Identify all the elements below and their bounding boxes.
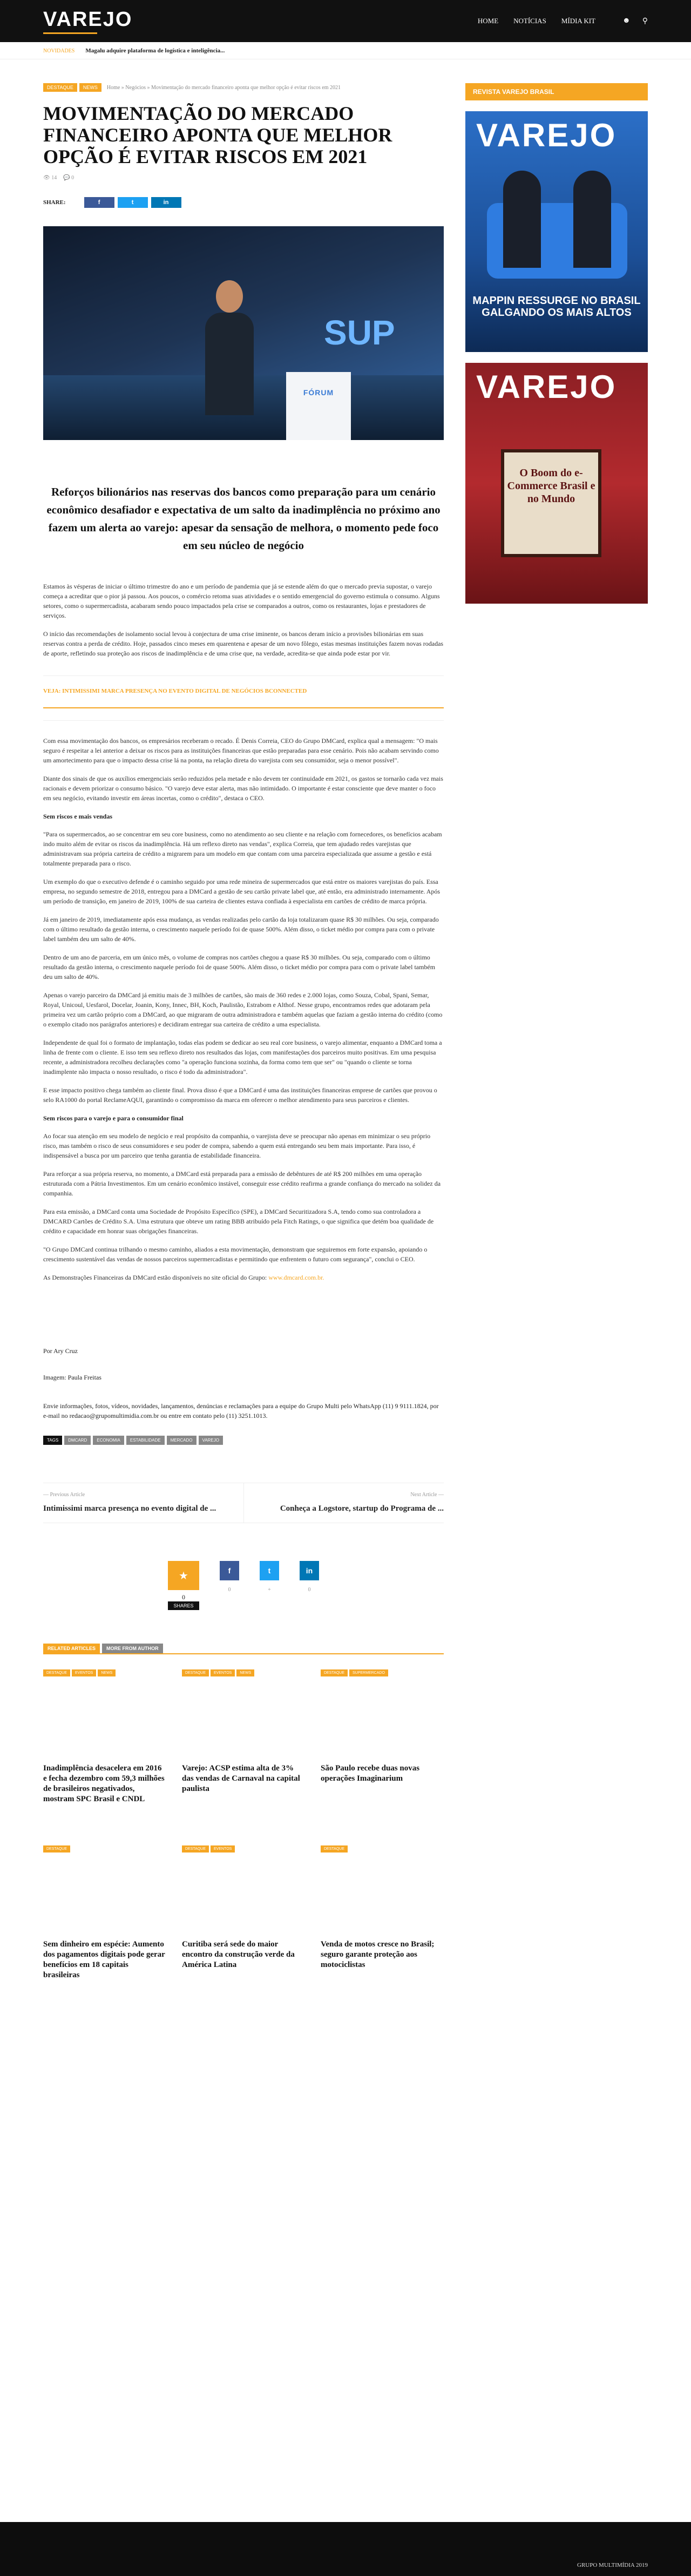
- tab-more-from-author[interactable]: MORE FROM AUTHOR: [102, 1644, 163, 1653]
- next-title[interactable]: Conheça a Logstore, startup do Programa de ...: [280, 1504, 444, 1513]
- cover-person: [573, 171, 611, 268]
- card-title[interactable]: Varejo: ACSP estima alta de 3% das vendas de Carnaval na capital paulista: [182, 1764, 300, 1793]
- nav-noticias[interactable]: NOTÍCIAS: [513, 17, 546, 25]
- paragraph: O início das recomendações de isolamento social levou à conjectura de uma crise iminente, os bancos deram início a provisões bilionárias em suas reservas contra a perda de crédito. Hoje, passados cinco meses em quarentena e apesar de um novo fôlego, estas mesmas instituições fazem novas rodadas de aporte, refletindo sua proteção aos riscos de inadimplência e de uma crise que, na verdade, acredita-se que ainda pode estar por vir.: [43, 630, 444, 657]
- tag-item[interactable]: DMCARD: [64, 1436, 91, 1445]
- dmcard-link[interactable]: www.dmcard.com.br.: [268, 1274, 324, 1281]
- paragraph: "O Grupo DMCard continua trilhando o mesmo caminho, aliados a esta movimentação, demonstram que seguiremos em forte expansão, apoiando o crescimento sustentável das vendas de nossos parceiros supermercadistas e permitindo que enfrentem o futuro com segurança", conclui o CEO.: [43, 1246, 428, 1263]
- photo-credit: Imagem: Paula Freitas: [43, 1374, 101, 1381]
- card-tag[interactable]: DESTAQUE: [182, 1669, 209, 1676]
- paragraph: Apenas o varejo parceiro da DMCard já emitiu mais de 3 milhões de cartões, são mais de 360 redes e 2.000 lojas, como Souza, Cobal, Spani, Semar, Royal, Unicoul, Uesfarol, Docelar, Joanin, Kony, Innec, BH, Koch, Paulistão, Estrabom e Althof. Nesse grupo, encontramos redes que adotaram pela primeira vez um cartão próprio com a DMCard, ao que migraram de outra administradora e também aquelas que faziam a gestão interna do crédito (como o exemplo citado nos parágrafos anteriores) e decidiram entregar sua carteira de crédito a uma especialista.: [43, 991, 443, 1028]
- next-article[interactable]: [243, 1483, 444, 1523]
- tag-item[interactable]: VAREJO: [199, 1436, 223, 1445]
- post-navigation: [43, 1483, 444, 1523]
- cover-person: [503, 171, 541, 268]
- related-tabs: [43, 1644, 444, 1654]
- footer-copyright: GRUPO MULTIMÍDIA 2019: [577, 2562, 648, 2568]
- card-title[interactable]: São Paulo recebe duas novas operações Imaginarium: [321, 1764, 420, 1783]
- comments-count[interactable]: 💬 0: [63, 175, 74, 181]
- tag-item[interactable]: MERCADO: [167, 1436, 197, 1445]
- tab-related-articles[interactable]: RELATED ARTICLES: [43, 1644, 100, 1653]
- paragraph: Já em janeiro de 2019, imediatamente após essa mudança, as vendas realizadas pelo cartão da loja totalizaram quase R$ 30 milhões. Ou seja, comparado com o último resultado da gestão interna, o crescimento naquele período foi de quase 500%. Além disso, o ticket médio por compra para com o private label também deu um salto de 40%.: [43, 916, 439, 943]
- card-tags: [182, 1845, 305, 1852]
- shares-total: [168, 1561, 199, 1610]
- facebook-icon[interactable]: f: [220, 1561, 239, 1580]
- related-card[interactable]: [182, 1830, 305, 2006]
- card-tags: [43, 1845, 166, 1852]
- category-row: [43, 83, 444, 92]
- paragraph: "Para os supermercados, ao se concentrar em seu core business, como no atendimento ao seu cliente e na relação com fornecedores, os benefícios acabam indo muito além de evitar os riscos da inadimplência. Há um reflexo direto nas vendas", explica Correia, que tem ajudado redes varejistas que administravam sua própria carteira de crédito a migrarem para um modelo em que contam com uma parceira especializada que assume a gestão e está totalmente preparada para o risco.: [43, 830, 442, 867]
- share-bar: [43, 197, 444, 208]
- paragraph: Um exemplo do que o executivo defende é o caminho seguido por uma rede mineira de supermercados que está entre os maiores varejistas do país. Essa empresa, no segundo semestre de 2018, entregou para a DMCard a gestão de seu cartão private label que, até então, era administrado internamente. Após um período de transição, em janeiro de 2019, 100% de sua carteira de clientes estava confiada à especialista em cartões de crédito de marca própria.: [43, 878, 441, 905]
- previous-label: — Previous Article: [43, 1492, 85, 1498]
- card-tag[interactable]: DESTAQUE: [182, 1845, 209, 1852]
- callout-divider: [43, 707, 444, 708]
- linkedin-count: 0: [308, 1587, 311, 1593]
- ticker-label: NOVIDADES: [43, 48, 75, 54]
- article-meta: [43, 175, 444, 181]
- paragraph: Independente de qual foi o formato de implantação, todas elas podem se dedicar ao seu real core business, o varejo alimentar, enquanto a DMCard toma a linha de frente com o cliente. E isso tem seu reflexo direto nos resultados das lojas, com manifestações dos parceiros muito positivas. Em uma pesquisa recente, a administradora recolheu declarações como "a operação funciona sozinha, da forma como tem que ser" ou "quando o cliente se torna inadimplente não impacta o nosso resultado, o risco é todo da administradora".: [43, 1039, 442, 1076]
- article-lead: Reforços bilionários nas reservas dos bancos como preparação para um cenário econômico desafiador e expectativa de um salto da inadimplência no próximo ano fazem um alerta ao varejo: apesar da sensação de melhora, o momento pede foco em seu núcleo de negócio: [46, 485, 441, 552]
- linkedin-share[interactable]: [300, 1561, 319, 1610]
- paragraph: [43, 1273, 444, 1282]
- shares-label: SHARES: [168, 1601, 199, 1610]
- category-tag[interactable]: NEWS: [79, 83, 101, 92]
- related-card[interactable]: [43, 1830, 166, 2006]
- main-layout: [43, 83, 648, 2006]
- share-twitter-button[interactable]: t: [118, 197, 148, 208]
- previous-article[interactable]: [43, 1483, 243, 1523]
- share-facebook-button[interactable]: f: [84, 197, 114, 208]
- facebook-count: 0: [228, 1587, 231, 1593]
- speaker-body: [205, 313, 254, 415]
- sidebar: [465, 83, 648, 2006]
- podium-label: FÓRUM: [303, 388, 334, 397]
- card-tag[interactable]: DESTAQUE: [321, 1669, 348, 1676]
- hero-image: [43, 226, 444, 440]
- share-counters: [43, 1561, 444, 1610]
- paragraph: Ao focar sua atenção em seu modelo de negócio e real propósito da companhia, o varejista deve se preocupar não apenas em minimizar o seu próprio risco, mas também o risco de seus consumidores e seu poder de compra, sabendo a quem está entregando seu bem mais importante. Para isso, é indispensável a busca por um parceiro que tenha garantia de estabilidade financeira.: [43, 1132, 431, 1159]
- tag-item[interactable]: ECONOMIA: [93, 1436, 124, 1445]
- tag-list: [43, 1436, 444, 1445]
- main-nav: [478, 17, 595, 25]
- hero-speaker: [205, 280, 254, 415]
- twitter-share[interactable]: [260, 1561, 279, 1610]
- next-label: Next Article —: [410, 1492, 444, 1498]
- card-title[interactable]: Sem dinheiro em espécie: Aumento dos pagamentos digitais pode gerar benefícios em 18 capitais brasileiras: [43, 1940, 165, 1979]
- site-footer: [0, 2522, 691, 2576]
- article-content: [43, 83, 444, 2006]
- views-count: 👁 14: [43, 175, 57, 181]
- card-tags: [321, 1669, 444, 1676]
- section-heading: Sem riscos para o varejo e para o consumidor final: [43, 1114, 184, 1122]
- card-tags: [321, 1845, 444, 1852]
- contact-info: Envie informações, fotos, vídeos, novidades, lançamentos, denúncias e reclamações para a equipe do Grupo Multi pelo WhatsApp (11) 9 9111.1824, por e-mail no redacao@grupomultimidia.com.br ou entre em contato pelo (11) 3251.1013.: [43, 1402, 439, 1419]
- cover-headline: O Boom do e-Commerce Brasil e no Mundo: [507, 467, 595, 505]
- tag-item[interactable]: ESTABILIDADE: [126, 1436, 165, 1445]
- twitter-count: +: [268, 1587, 271, 1593]
- card-tag[interactable]: NEWS: [236, 1669, 254, 1676]
- shares-count: 0: [182, 1593, 185, 1601]
- paragraph: Estamos às vésperas de iniciar o último trimestre do ano e um período de pandemia que já se estende além do que o mercado previa supostar, o varejo começa a acreditar que o pior já passou. Aos poucos, o comércio retoma suas atividades e o sentido emergencial do governo estimula o consumo. Alguns setores, como o supermercadista, acabaram sendo pouco impactados pela crise se comparados a outros, como os restaurantes, lojas e prestadores de serviços.: [43, 583, 440, 619]
- card-tag[interactable]: EVENTOS: [72, 1669, 96, 1676]
- share-label: SHARE:: [43, 199, 66, 206]
- header-icons: [622, 17, 648, 26]
- news-ticker: [0, 42, 691, 59]
- share-linkedin-button[interactable]: in: [151, 197, 181, 208]
- hero-podium: [286, 372, 351, 440]
- facebook-share[interactable]: [220, 1561, 239, 1610]
- user-icon[interactable]: ☻: [622, 16, 631, 25]
- twitter-icon[interactable]: t: [260, 1561, 279, 1580]
- paragraph: Para reforçar a sua própria reserva, no momento, a DMCard está preparada para a emissão de debêntures de até R$ 200 milhões em uma operação estruturada com a Pátria Investimentos. Em um cenário econômico instável, conseguir esse crédito reafirma a grande confiança do mercado na solidez da companhia.: [43, 1170, 441, 1197]
- top-header: [0, 0, 691, 42]
- related-grid: [43, 1654, 444, 2006]
- paragraph: Dentro de um ano de parceria, em um único mês, o volume de compras nos cartões chegou a quase R$ 30 milhões. Ou seja, comparado com o último resultado da gestão interna, o crescimento naquele período foi de quase 500%. Além disso, o ticket médio por compra para com o private label também deu um salto de 40%.: [43, 954, 436, 981]
- linkedin-icon[interactable]: in: [300, 1561, 319, 1580]
- related-card[interactable]: [43, 1654, 166, 1830]
- article-title: MOVIMENTAÇÃO DO MERCADO FINANCEIRO APONTA QUE MELHOR OPÇÃO É EVITAR RISCOS EM 2021: [43, 103, 392, 167]
- card-tag[interactable]: DESTAQUE: [43, 1669, 70, 1676]
- card-title[interactable]: Venda de motos cresce no Brasil; seguro garante proteção aos motociclistas: [321, 1940, 435, 1969]
- magazine-logo: VAREJO: [476, 117, 617, 153]
- tags-label: TAGS: [43, 1436, 62, 1445]
- star-icon: ★: [168, 1561, 199, 1590]
- card-tag[interactable]: DESTAQUE: [321, 1845, 348, 1852]
- sidebar-heading: REVISTA VAREJO BRASIL: [465, 83, 648, 100]
- magazine-cover-ecommerce[interactable]: [465, 363, 648, 604]
- speaker-head: [216, 280, 243, 313]
- category-tag[interactable]: DESTAQUE: [43, 83, 77, 92]
- previous-title[interactable]: Intimissimi marca presença no evento digital de ...: [43, 1504, 216, 1513]
- cover-box: [501, 449, 601, 557]
- ticker-headline[interactable]: Magalu adquire plataforma de logística e inteligência...: [85, 48, 225, 54]
- card-tag[interactable]: EVENTOS: [211, 1845, 235, 1852]
- hero-backdrop-text: SUP: [324, 313, 395, 352]
- paragraph: Com essa movimentação dos bancos, os empresários receberam o recado. É Denis Correia, CEO do Grupo DMCard, explica qual a mensagem: "O mais seguro é respeitar a lei anterior a deixar os riscos para as instituições financeiras que estão preparadas para esse cenário. Pois não acabam servindo como um amortecimento para que o impacto dessa crise lá na ponta, na relação direta do varejista com seu consumidor, seja o menor possível".: [43, 737, 439, 764]
- paragraph-text: As Demonstrações Financeiras da DMCard estão disponíveis no site oficial do Grupo:: [43, 1274, 269, 1281]
- card-title[interactable]: Inadimplência desacelera em 2016 e fecha dezembro com 59,3 milhões de brasileiros negativados, mostram SPC Brasil e CNDL: [43, 1764, 165, 1803]
- card-tags: [43, 1669, 166, 1676]
- paragraph: E esse impacto positivo chega também ao cliente final. Prova disso é que a DMCard é uma das instituições financeiras emprese de cartões que provou o selo RA1000 do portal ReclameAQUI, garantindo o compromisso da marca em oferecer o melhor atendimento para seus parceiros e clientes.: [43, 1086, 437, 1104]
- byline: Por Ary Cruz: [43, 1347, 78, 1355]
- card-title[interactable]: Curitiba será sede do maior encontro da construção verde da América Latina: [182, 1940, 295, 1969]
- related-card[interactable]: [321, 1830, 444, 2006]
- magazine-cover-mappin[interactable]: [465, 111, 648, 352]
- breadcrumb[interactable]: Home » Negócios » Movimentação do mercado financeiro aponta que melhor opção é evitar riscos em 2021: [106, 84, 341, 91]
- paragraph: Diante dos sinais de que os auxílios emergenciais serão reduzidos pela metade e não devem ter continuidade em 2021, os gastos se tornarão cada vez mais racionais e devem priorizar o consumo básico. "O varejo deve estar alerta, mas não intimidado. O importante é estar consciente que deve manter o foco em seu negócio, evitando investir em áreas incertas, como o crédito", destaca o CEO.: [43, 775, 443, 802]
- nav-home[interactable]: HOME: [477, 17, 499, 25]
- related-card[interactable]: [321, 1654, 444, 1830]
- related-callout: [43, 675, 444, 721]
- related-callout-link[interactable]: VEJA: INTIMISSIMI MARCA PRESENÇA NO EVENTO DIGITAL DE NEGÓCIOS BCONNECTED: [43, 688, 307, 694]
- logo-text: VAREJO: [43, 8, 133, 31]
- search-icon[interactable]: ⚲: [642, 17, 648, 25]
- card-tag[interactable]: SUPERMERCADO: [349, 1669, 388, 1676]
- nav-midia-kit[interactable]: MÍDIA KIT: [561, 17, 595, 25]
- cover-headline: MAPPIN RESSURGE NO BRASIL GALGANDO OS MAIS ALTOS: [472, 295, 641, 319]
- logo-underline: [43, 32, 97, 34]
- card-tag[interactable]: EVENTOS: [211, 1669, 235, 1676]
- magazine-logo: VAREJO: [476, 369, 617, 405]
- card-tags: [182, 1669, 305, 1676]
- section-heading: Sem riscos e mais vendas: [43, 813, 112, 820]
- paragraph: Para esta emissão, a DMCard conta uma Sociedade de Propósito Específico (SPE), a DMCard Securitizadora S.A, tendo como sua controladora a DMCARD Cartões de Crédito S.A. Uma estrutura que obteve um rating BBB atribuído pela Fitch Ratings, o que significa que detém boa qualidade de crédito e capacidade em honrar suas obrigações financeiras.: [43, 1208, 434, 1235]
- card-tag[interactable]: NEWS: [98, 1669, 116, 1676]
- site-logo[interactable]: [43, 8, 132, 34]
- related-card[interactable]: [182, 1654, 305, 1830]
- card-tag[interactable]: DESTAQUE: [43, 1845, 70, 1852]
